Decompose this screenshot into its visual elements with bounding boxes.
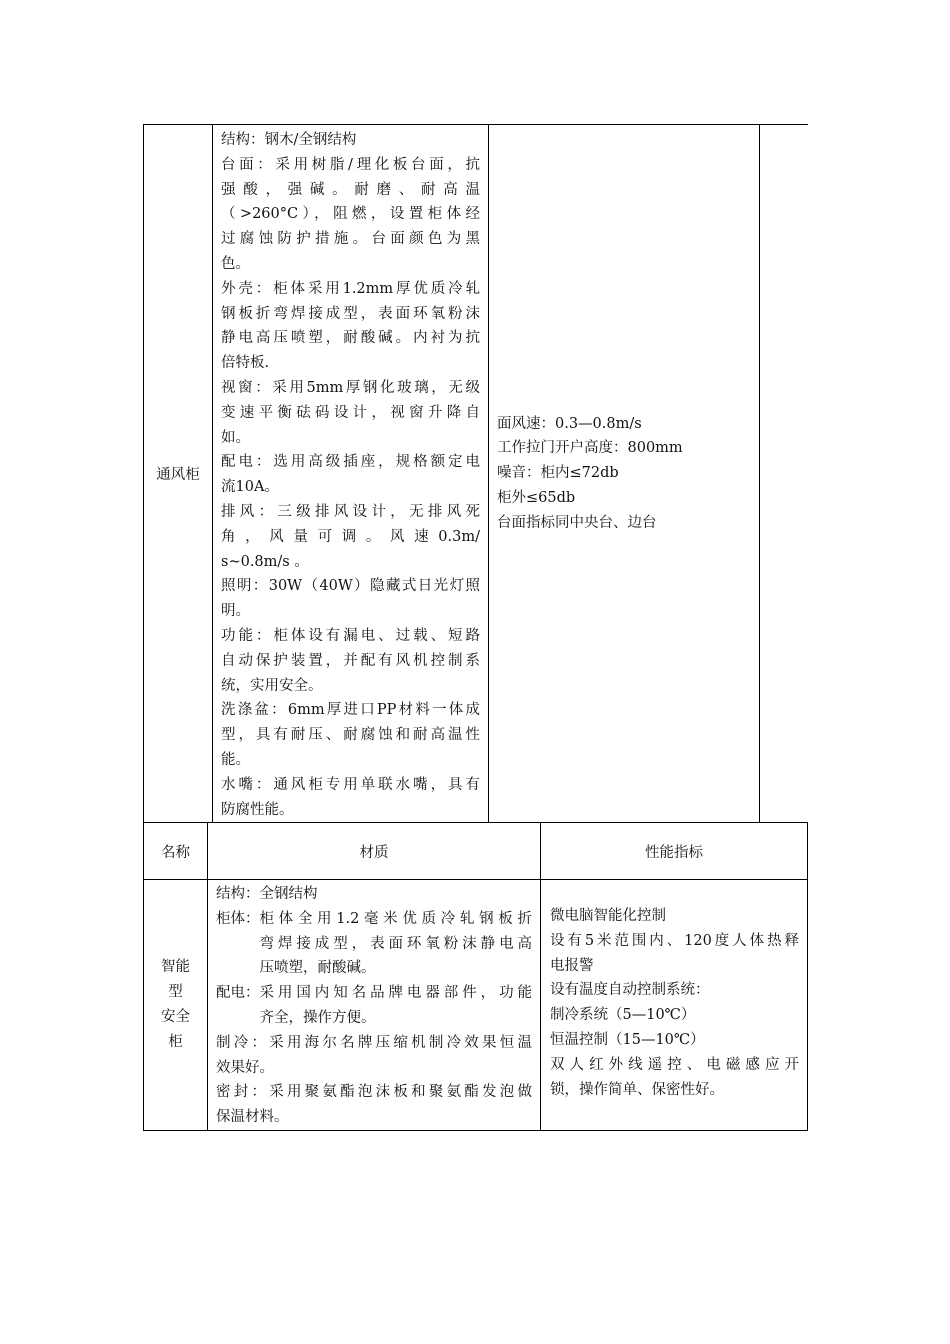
body-text-line: 弯焊接成型，表面环氧粉沫静电高 bbox=[259, 935, 532, 952]
fume-hood-material-line: 照明：30W（40W）隐藏式日光灯照 bbox=[221, 578, 480, 595]
fume-hood-material-line: 钢板折弯焊接成型，表面环氧粉沫 bbox=[221, 305, 480, 322]
safety-cabinet-materials-cell bbox=[208, 880, 541, 1131]
cooling-text-line: 效果好。 bbox=[216, 1059, 274, 1076]
seal-text bbox=[216, 1080, 532, 1130]
safety-cabinet-performance bbox=[550, 904, 799, 1102]
safety-cabinet-table bbox=[143, 822, 808, 1131]
body-text-line: 压喷塑，耐酸碱。 bbox=[259, 960, 376, 977]
fume-hood-table bbox=[143, 124, 808, 823]
fume-hood-performance-cell bbox=[489, 125, 760, 823]
safety-cabinet-name-line: 智能 bbox=[161, 959, 190, 976]
fume-hood-material-line: 变速平衡砝码设计，视窗升降自 bbox=[221, 404, 480, 421]
fume-hood-material-line: 流10A。 bbox=[221, 479, 279, 496]
safety-cabinet-performance-line: 恒温控制（15—10℃） bbox=[550, 1031, 705, 1048]
fume-hood-material-line: 统，实用安全。 bbox=[221, 677, 323, 694]
safety-cabinet-performance-line: 双人红外线遥控、电磁感应开 bbox=[550, 1056, 799, 1073]
safety-cabinet-performance-line: 设有5米范围内、120度人体热释 bbox=[550, 932, 799, 949]
safety-cabinet-name-line: 型 bbox=[168, 984, 183, 1001]
fume-hood-material-line: 自动保护装置，并配有风机控制系 bbox=[221, 652, 480, 669]
fume-hood-material-line: 防腐性能。 bbox=[221, 801, 294, 818]
fume-hood-material-line: 能。 bbox=[221, 751, 250, 768]
fume-hood-materials-cell bbox=[213, 125, 489, 823]
header-performance: 性能指标 bbox=[541, 823, 808, 880]
fume-hood-name: 通风柜 bbox=[156, 467, 200, 484]
power-text-line: 齐全，操作方便。 bbox=[259, 1009, 376, 1026]
fume-hood-performance-line: 噪音：柜内≤72db bbox=[497, 465, 619, 482]
safety-cabinet-name-cell bbox=[144, 880, 208, 1131]
fume-hood-performance bbox=[497, 412, 751, 536]
fume-hood-materials bbox=[221, 128, 480, 822]
body-entry bbox=[216, 907, 532, 981]
fume-hood-material-line: 如。 bbox=[221, 429, 250, 446]
fume-hood-material-line: 角，风量可调。风速0.3m/ bbox=[221, 528, 480, 545]
safety-cabinet-performance-line: 制冷系统（5—10℃） bbox=[550, 1007, 696, 1024]
fume-hood-extra-cell bbox=[760, 125, 808, 823]
fume-hood-material-line: 视窗：采用5mm厚钢化玻璃，无级 bbox=[221, 379, 480, 396]
seal-text-line: 保温材料。 bbox=[216, 1109, 289, 1126]
fume-hood-material-line: 型，具有耐压、耐腐蚀和耐高温性 bbox=[221, 727, 480, 744]
power-label: 配电： bbox=[216, 985, 260, 1002]
fume-hood-material-line: 洗涤盆：6mm厚进口PP材料一体成 bbox=[221, 702, 480, 719]
power-text-line: 采用国内知名品牌电器部件，功能 bbox=[259, 985, 532, 1002]
fume-hood-material-line: 排风：三级排风设计，无排风死 bbox=[221, 503, 480, 520]
fume-hood-material-line: 色。 bbox=[221, 255, 250, 272]
header-name: 名称 bbox=[144, 823, 208, 880]
fume-hood-performance-line: 台面指标同中央台、边台 bbox=[497, 514, 657, 531]
power-entry bbox=[216, 981, 532, 1031]
safety-cabinet-name bbox=[144, 955, 207, 1054]
fume-hood-material-line: 过腐蚀防护措施。台面颜色为黑 bbox=[221, 231, 480, 248]
fume-hood-material-line: 强酸，强碱。耐磨、耐高温 bbox=[221, 181, 480, 198]
body-text-line: 柜体全用1.2毫米优质冷轧钢板折 bbox=[259, 910, 532, 927]
fume-hood-material-line: 外壳：柜体采用1.2mm厚优质冷轧 bbox=[221, 280, 480, 297]
power-text bbox=[260, 981, 533, 1031]
safety-cabinet-name-line: 安全 bbox=[161, 1008, 190, 1025]
structure-line: 结构：全钢结构 bbox=[216, 886, 318, 902]
fume-hood-performance-line: 工作拉门开户高度：800mm bbox=[497, 440, 683, 457]
body-label: 柜体： bbox=[216, 910, 260, 927]
fume-hood-material-line: 明。 bbox=[221, 603, 250, 620]
fume-hood-material-line: 配电：选用高级插座，规格额定电 bbox=[221, 454, 480, 471]
safety-cabinet-performance-line: 微电脑智能化控制 bbox=[550, 908, 666, 924]
fume-hood-performance-line: 面风速：0.3—0.8m/s bbox=[497, 415, 642, 432]
cooling-text bbox=[216, 1031, 532, 1081]
fume-hood-material-line: 水嘴：通风柜专用单联水嘴，具有 bbox=[221, 776, 480, 793]
fume-hood-material-line: 功能：柜体设有漏电、过载、短路 bbox=[221, 627, 480, 644]
header-material: 材质 bbox=[208, 823, 541, 880]
fume-hood-material-line: 结构：钢木/全钢结构 bbox=[221, 132, 357, 148]
fume-hood-material-line: 台面：采用树脂/理化板台面，抗 bbox=[221, 156, 480, 173]
body-text bbox=[260, 907, 533, 981]
fume-hood-material-line: 静电高压喷塑，耐酸碱。内衬为抗 bbox=[221, 330, 480, 347]
safety-cabinet-performance-line: 锁，操作简单、保密性好。 bbox=[550, 1081, 724, 1098]
fume-hood-material-line: 倍特板. bbox=[221, 355, 270, 372]
seal-text-line: 密封：采用聚氨酯泡沫板和聚氨酯发泡做 bbox=[216, 1084, 532, 1101]
fume-hood-name-cell bbox=[144, 125, 213, 823]
cooling-text-line: 制冷：采用海尔名牌压缩机制冷效果恒温 bbox=[216, 1034, 532, 1051]
fume-hood-material-line: s~0.8m/s 。 bbox=[221, 553, 309, 570]
safety-cabinet-performance-line: 设有温度自动控制系统： bbox=[550, 982, 710, 999]
safety-cabinet-name-line: 柜 bbox=[168, 1033, 183, 1050]
safety-cabinet-materials bbox=[216, 882, 532, 1130]
safety-cabinet-performance-cell bbox=[541, 880, 808, 1131]
safety-cabinet-performance-line: 电报警 bbox=[550, 957, 594, 974]
fume-hood-performance-line: 柜外≤65db bbox=[497, 490, 576, 507]
fume-hood-material-line: （>260°C），阻燃，设置柜体经 bbox=[221, 206, 480, 223]
